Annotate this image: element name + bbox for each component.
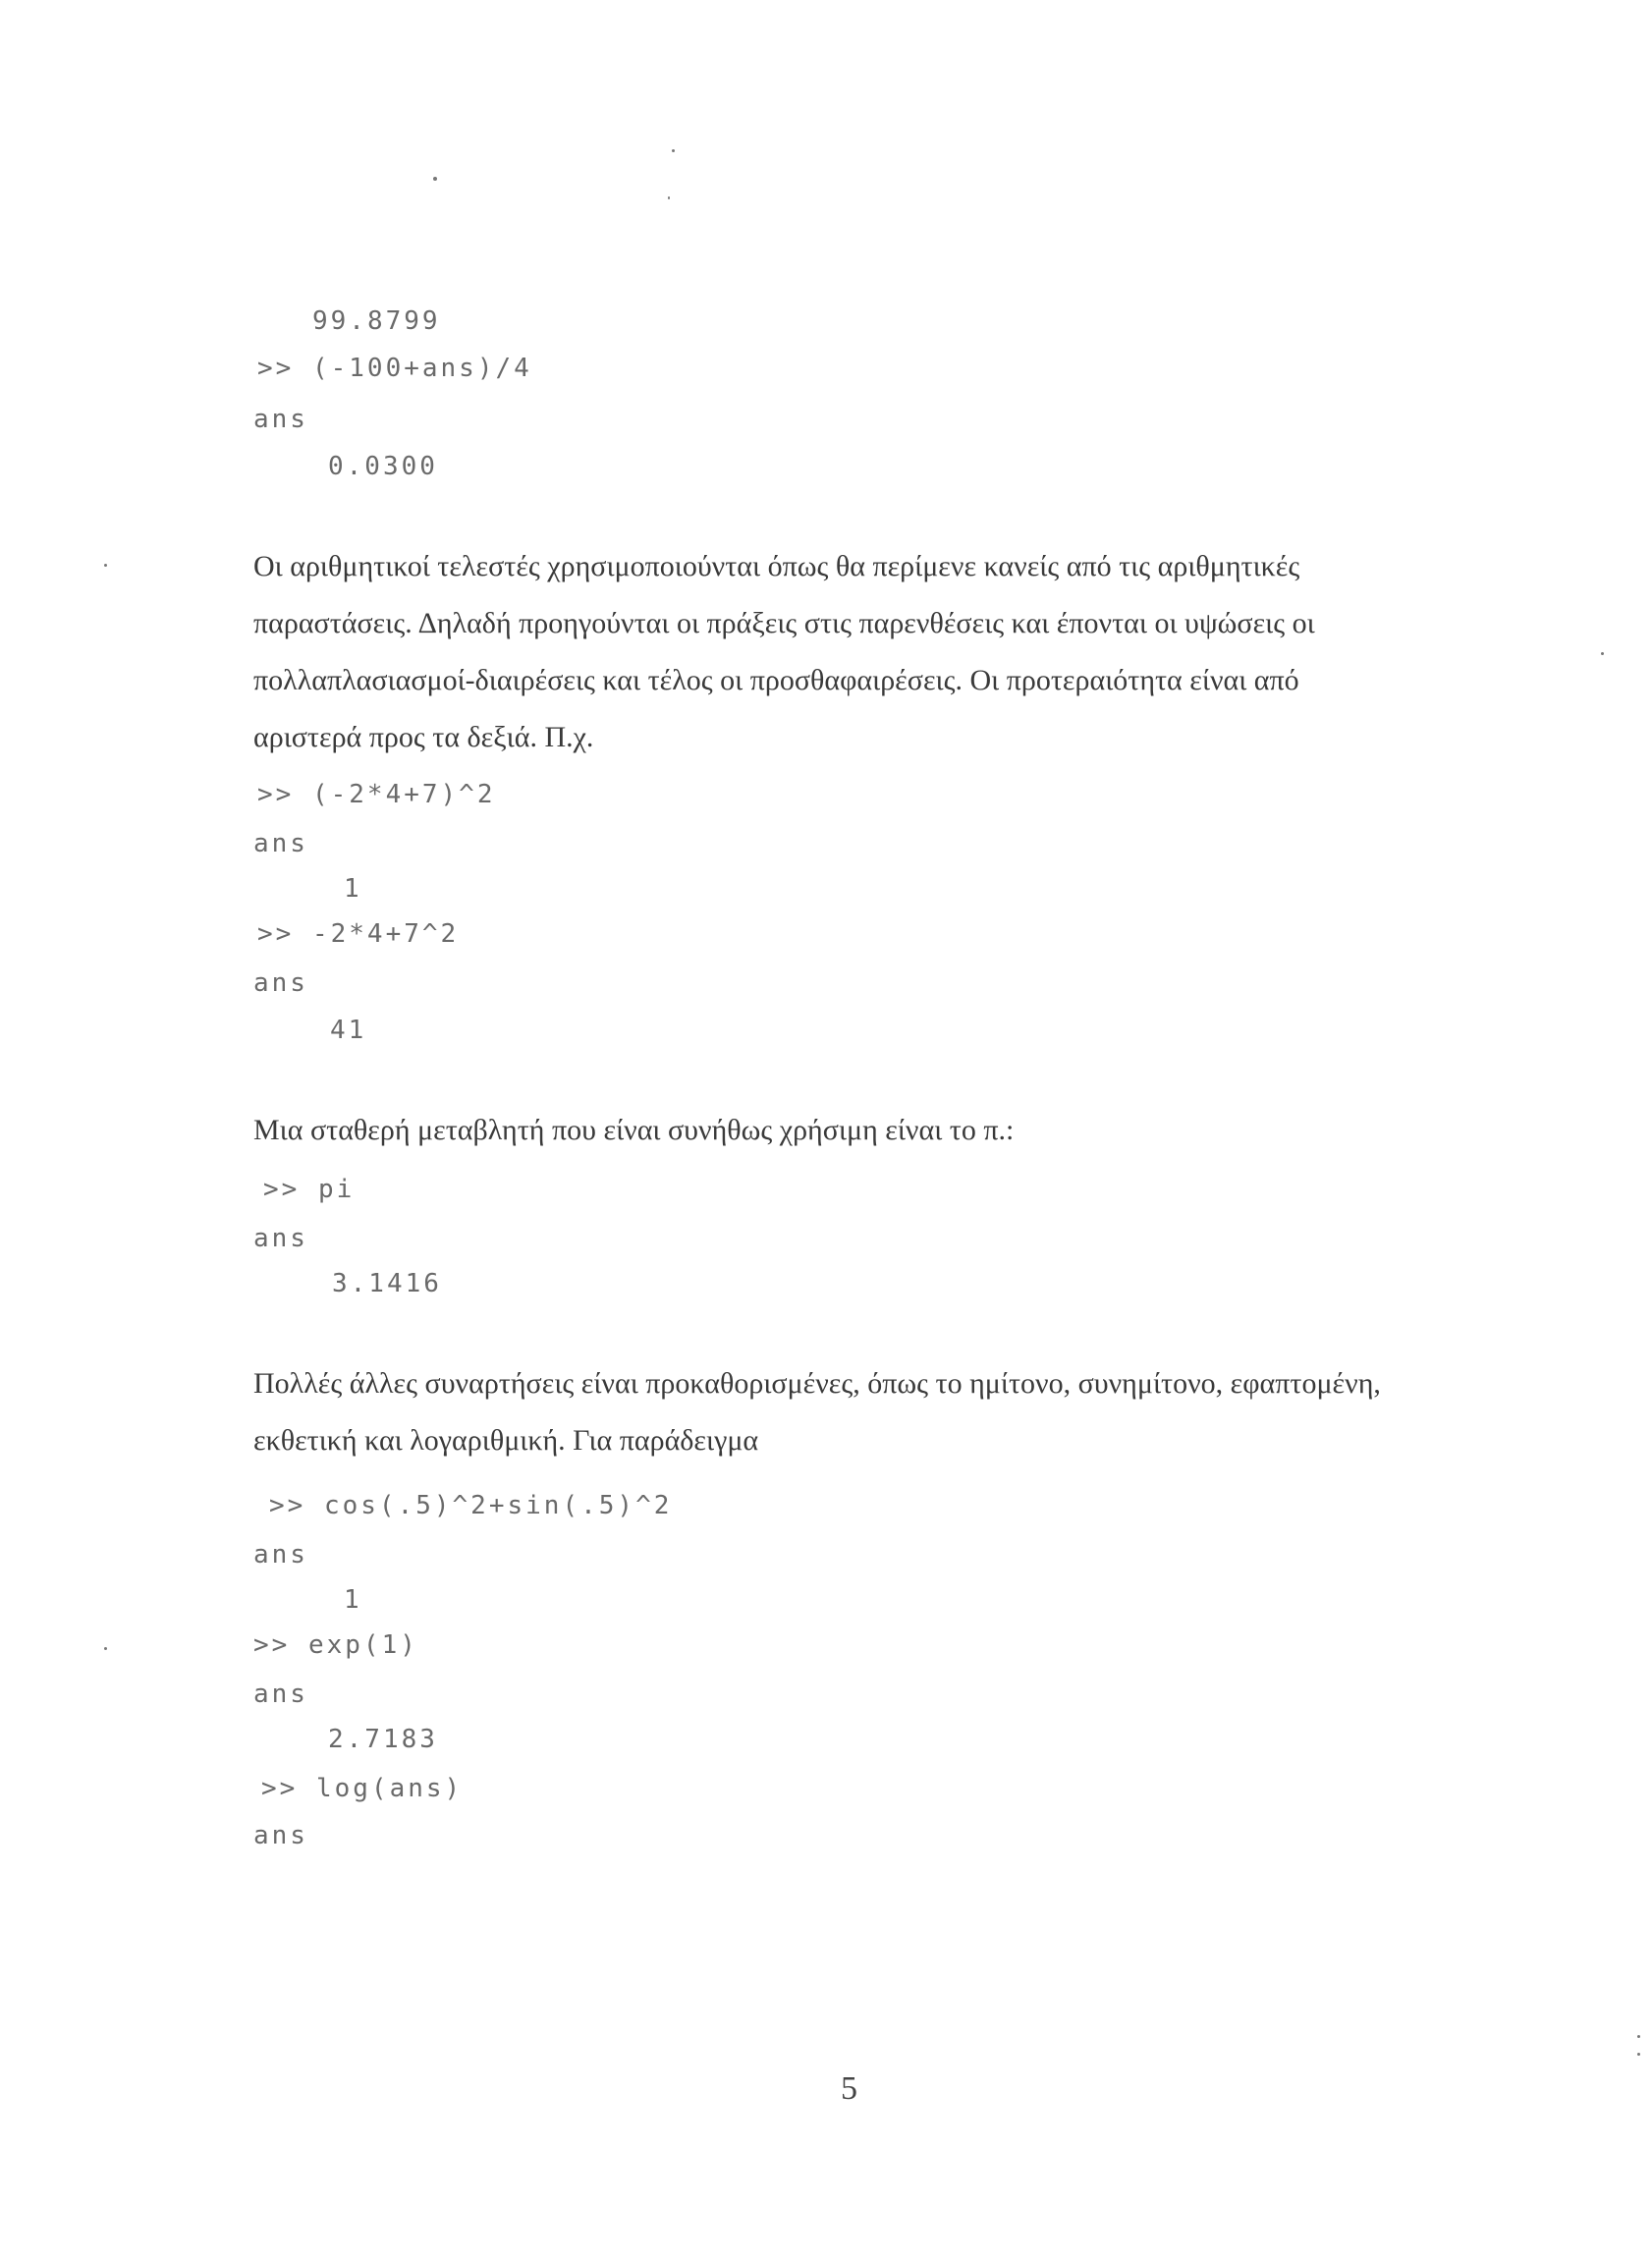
code-output-value: 41 bbox=[330, 1016, 367, 1045]
code-ans-label: ans bbox=[253, 968, 308, 998]
paragraph-text: Πολλές άλλες συναρτήσεις είναι προκαθορισμένες, όπως το ημίτονο, συνημίτονο, εφαπτομένη, εκθετική και λογαριθμική. Για παράδειγμα bbox=[253, 1367, 1381, 1457]
code-ans-label: ans bbox=[253, 829, 308, 858]
scan-speck bbox=[1637, 2053, 1640, 2056]
code-prompt-line: >> cos(.5)^2+sin(.5)^2 bbox=[269, 1491, 673, 1520]
code-ans-label: ans bbox=[253, 1540, 308, 1570]
scan-speck bbox=[104, 564, 107, 567]
scan-speck bbox=[1637, 2035, 1640, 2038]
page-number: 5 bbox=[841, 2070, 857, 2107]
code-prompt-line: >> (-100+ans)/4 bbox=[257, 354, 532, 383]
code-ans-label: ans bbox=[253, 1680, 308, 1709]
code-output-value: 1 bbox=[344, 1585, 362, 1615]
body-paragraph bbox=[253, 538, 1412, 766]
scan-speck bbox=[1601, 652, 1604, 655]
code-ans-label: ans bbox=[253, 1821, 308, 1850]
code-output-value: 1 bbox=[344, 874, 362, 904]
body-paragraph bbox=[253, 1102, 1412, 1159]
code-output-value: 3.1416 bbox=[332, 1269, 442, 1298]
code-prompt-line: >> exp(1) bbox=[253, 1630, 418, 1660]
scan-speck bbox=[433, 177, 437, 181]
code-prompt-line: >> -2*4+7^2 bbox=[257, 919, 460, 949]
code-ans-label: ans bbox=[253, 1224, 308, 1253]
scan-speck bbox=[104, 1647, 107, 1650]
code-prompt-line: >> pi bbox=[263, 1175, 356, 1204]
paragraph-text: Μια σταθερή μεταβλητή που είναι συνήθως χρήσιμη είναι το π.: bbox=[253, 1114, 1015, 1146]
body-paragraph bbox=[253, 1355, 1412, 1469]
scan-speck bbox=[668, 196, 670, 199]
code-prompt-line: >> log(ans) bbox=[261, 1774, 464, 1803]
scan-speck bbox=[672, 149, 675, 152]
code-ans-label: ans bbox=[253, 405, 308, 434]
code-output-value: 99.8799 bbox=[312, 306, 441, 336]
code-prompt-line: >> (-2*4+7)^2 bbox=[257, 780, 496, 809]
code-output-value: 0.0300 bbox=[328, 452, 438, 481]
paragraph-text: Οι αριθμητικοί τελεστές χρησιμοποιούνται όπως θα περίμενε κανείς από τις αριθμητικές παραστάσεις. Δηλαδή προηγούνται οι πράξεις στις παρενθέσεις και έπονται οι υψώσεις οι πολλαπλασιασμοί-διαιρέσεις και τέλος οι προσθαφαιρέσεις. Οι προτεραιότητα είναι από αριστερά προς τα δεξιά. Π.χ. bbox=[253, 550, 1315, 753]
code-output-value: 2.7183 bbox=[328, 1725, 438, 1754]
